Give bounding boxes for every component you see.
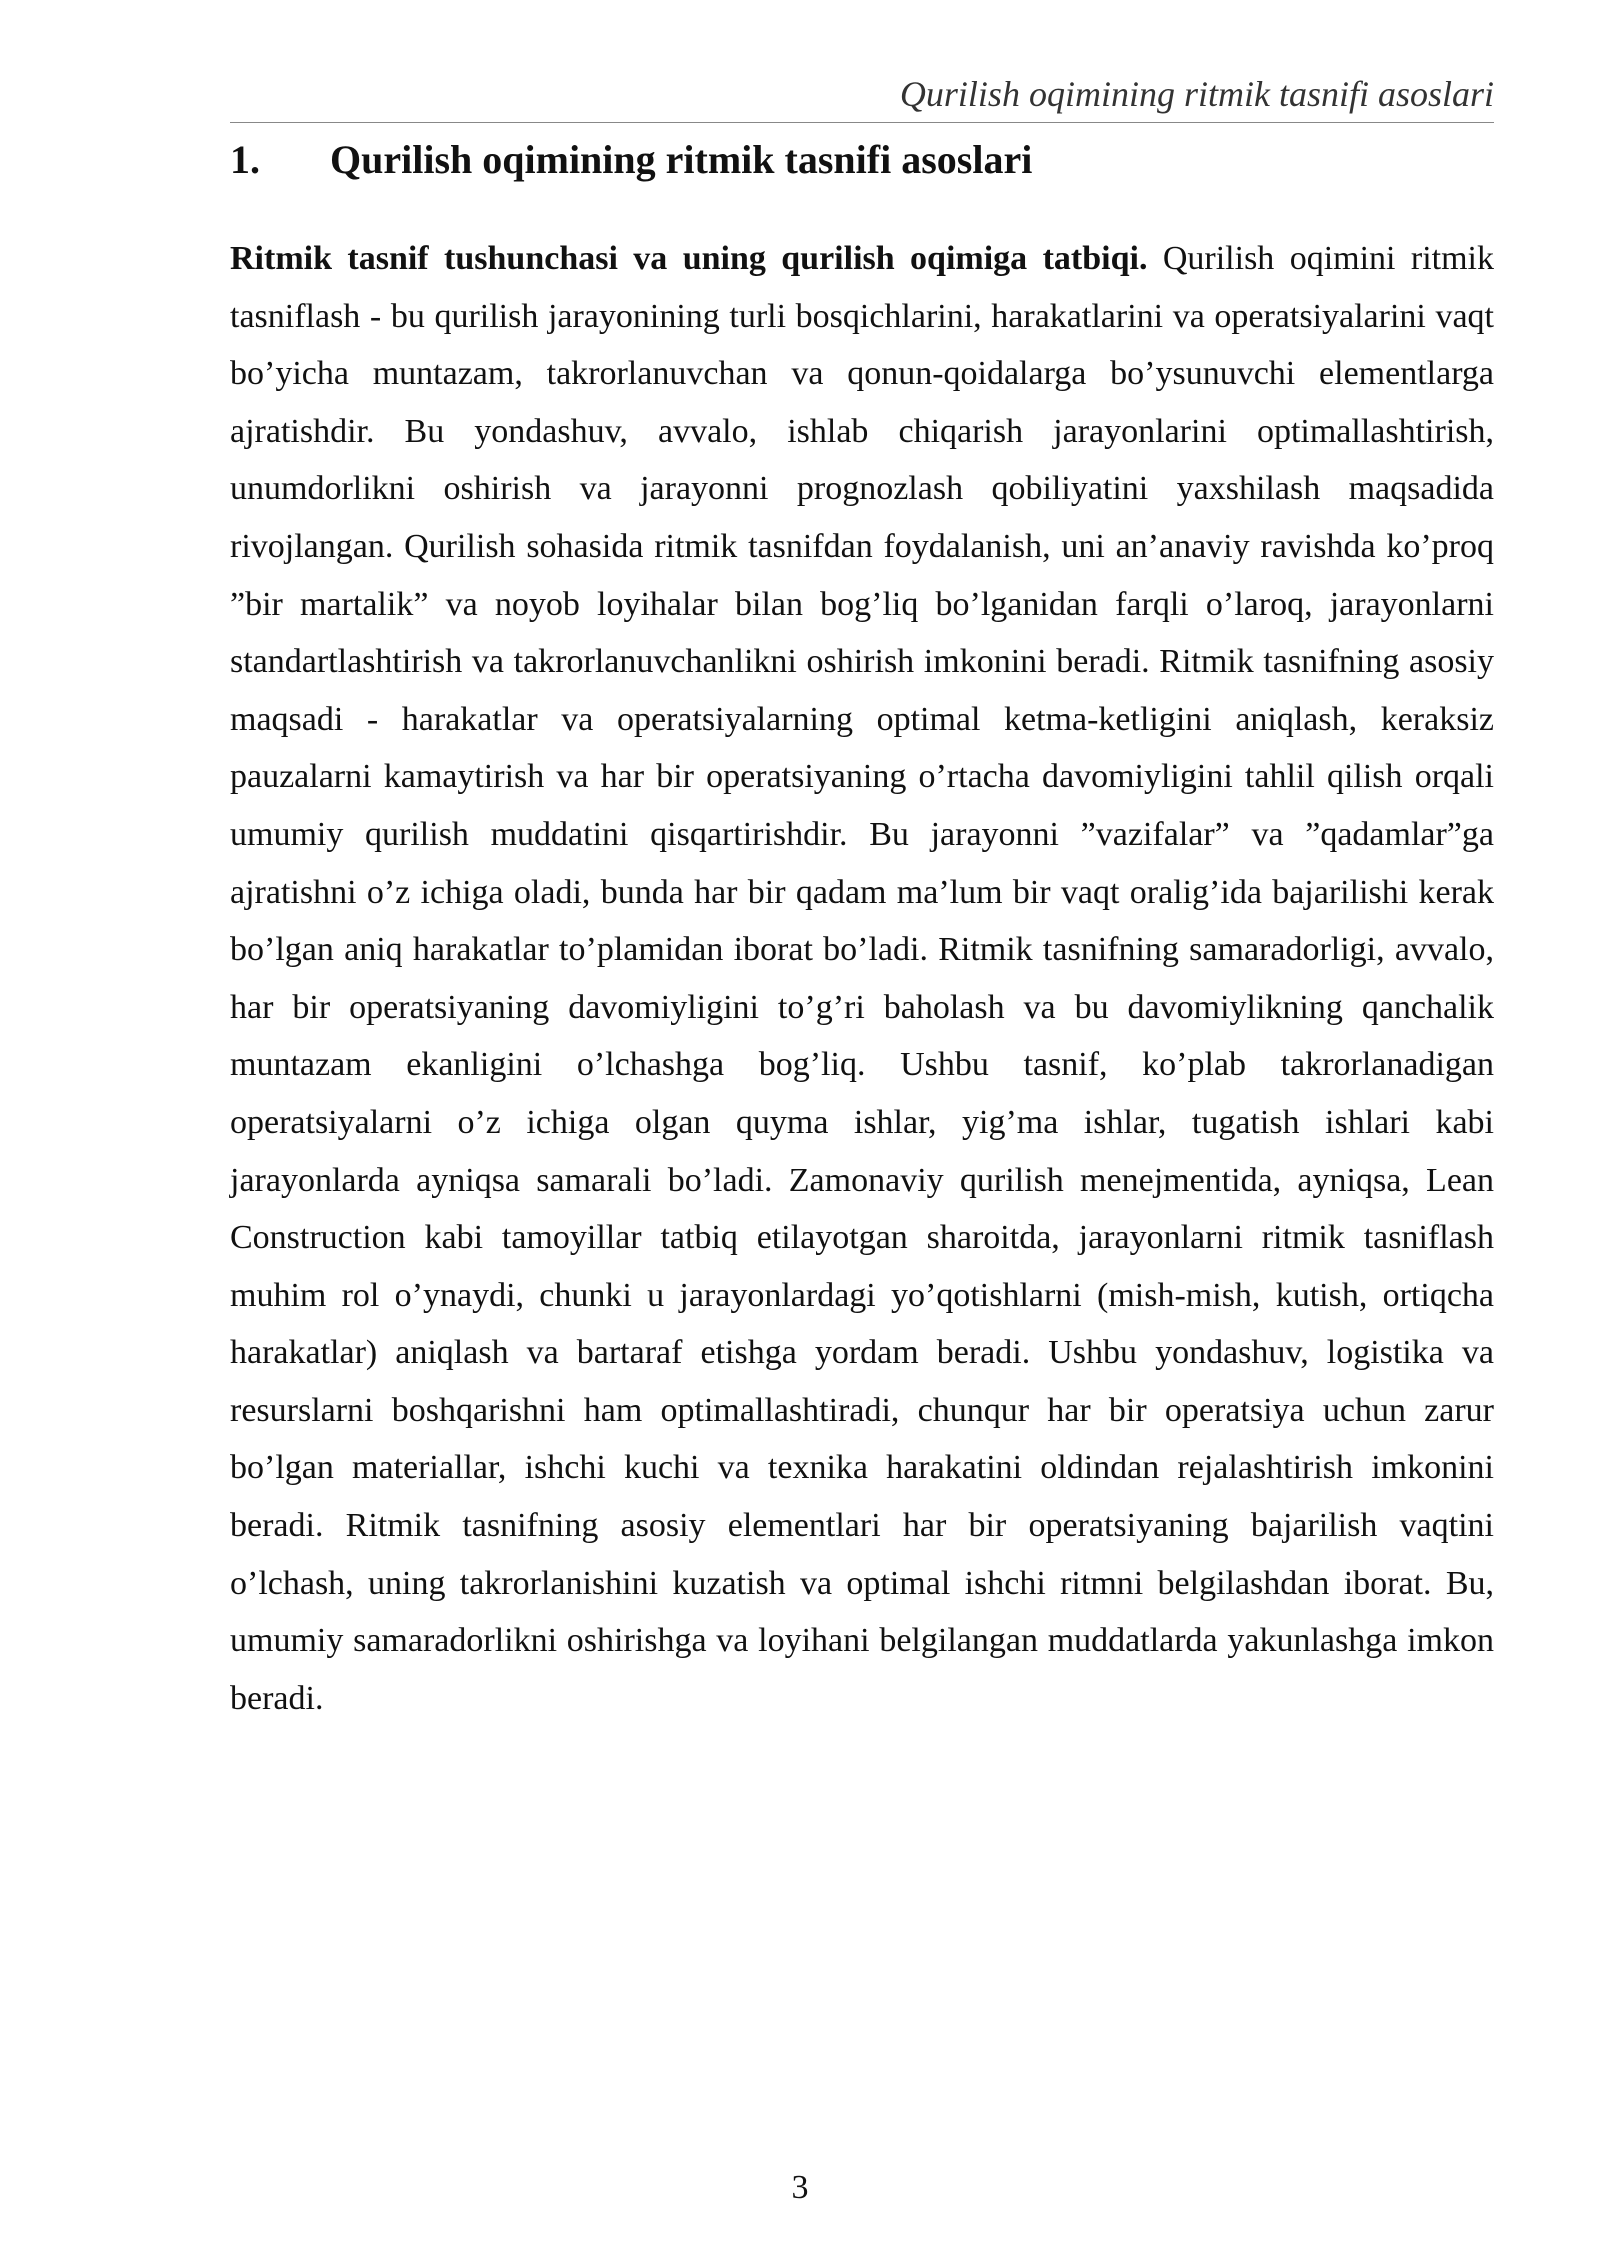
section-title: Qurilish oqimining ritmik tasnifi asoslari [330, 137, 1033, 182]
page-number: 3 [791, 2169, 809, 2206]
body-paragraph [230, 230, 1494, 1727]
paragraph-text: Qurilish oqimini ritmik tasniflash - bu qurilish jarayonining turli bosqichlarini, harakatlarini va operatsiyalarini vaqt bo’yicha muntazam, takrorlanuvchan va qonun-qoidalarga bo’ysunuvchi elementlarga ajratishdir. Bu yondashuv, avvalo, ishlab chiqarish jarayonlarini optimallashtirish, unumdorlikni oshirish va jarayonni prognozlash qobiliyatini yaxshilash maqsadida rivojlangan. Qurilish sohasida ritmik tasnifdan foydalanish, uni an’anaviy ravishda ko’proq ”bir martalik” va noyob loyihalar bilan bog’liq bo’lganidan farqli o’laroq, jarayonlarni standartlashtirish va takrorlanuvchanlikni oshirish imkonini beradi. Ritmik tasnifning asosiy maqsadi - harakatlar va operatsiyalarning optimal ketma-ketligini aniqlash, keraksiz pauzalarni kamaytirish va har bir operatsiyaning o’rtacha davomiyligini tahlil qilish orqali umumiy qurilish muddatini qisqartirishdir. Bu jarayonni ”vazifalar” va ”qadamlar”ga ajratishni o’z ichiga oladi, bunda har bir qadam ma’lum bir vaqt oralig’ida bajarilishi kerak bo’lgan aniq harakatlar to’plamidan iborat bo’ladi. Ritmik tasnifning samaradorligi, avvalo, har bir operatsiyaning davomiyligini to’g’ri baholash va bu davomiylikning qanchalik muntazam ekanligini o’lchashga bog’liq. Ushbu tasnif, ko’plab takrorlanadigan operatsiyalarni o’z ichiga olgan quyma ishlar, yig’ma ishlar, tugatish ishlari kabi jarayonlarda ayniqsa samarali bo’ladi. Zamonaviy qurilish menejmentida, ayniqsa, Lean Construction kabi tamoyillar tatbiq etilayotgan sharoitda, jarayonlarni ritmik tasniflash muhim rol o’ynaydi, chunki u jarayonlardagi yo’qotishlarni (mish-mish, kutish, ortiqcha harakatlar) aniqlash va bartaraf etishga yordam beradi. Ushbu yondashuv, logistika va resurslarni boshqarishni ham optimallashtiradi, chunqur har bir operatsiya uchun zarur bo’lgan materiallar, ishchi kuchi va texnika harakatini oldindan rejalashtirish imkonini beradi. Ritmik tasnifning asosiy elementlari har bir operatsiyaning bajarilish vaqtini o’lchash, uning takrorlanishini kuzatish va optimal ishchi ritmni belgilashdan iborat. Bu, umumiy samaradorlikni oshirishga va loyihani belgilangan muddatlarda yakunlashga imkon beradi. [230, 240, 1494, 1717]
header-rule [230, 122, 1494, 123]
section-number: 1. [230, 137, 260, 182]
paragraph-lead: Ritmik tasnif tushunchasi va uning qurilish oqimiga tatbiqi. [230, 240, 1148, 277]
section-heading [230, 134, 1494, 186]
running-header: Qurilish oqimining ritmik tasnifi asoslari [899, 74, 1494, 114]
